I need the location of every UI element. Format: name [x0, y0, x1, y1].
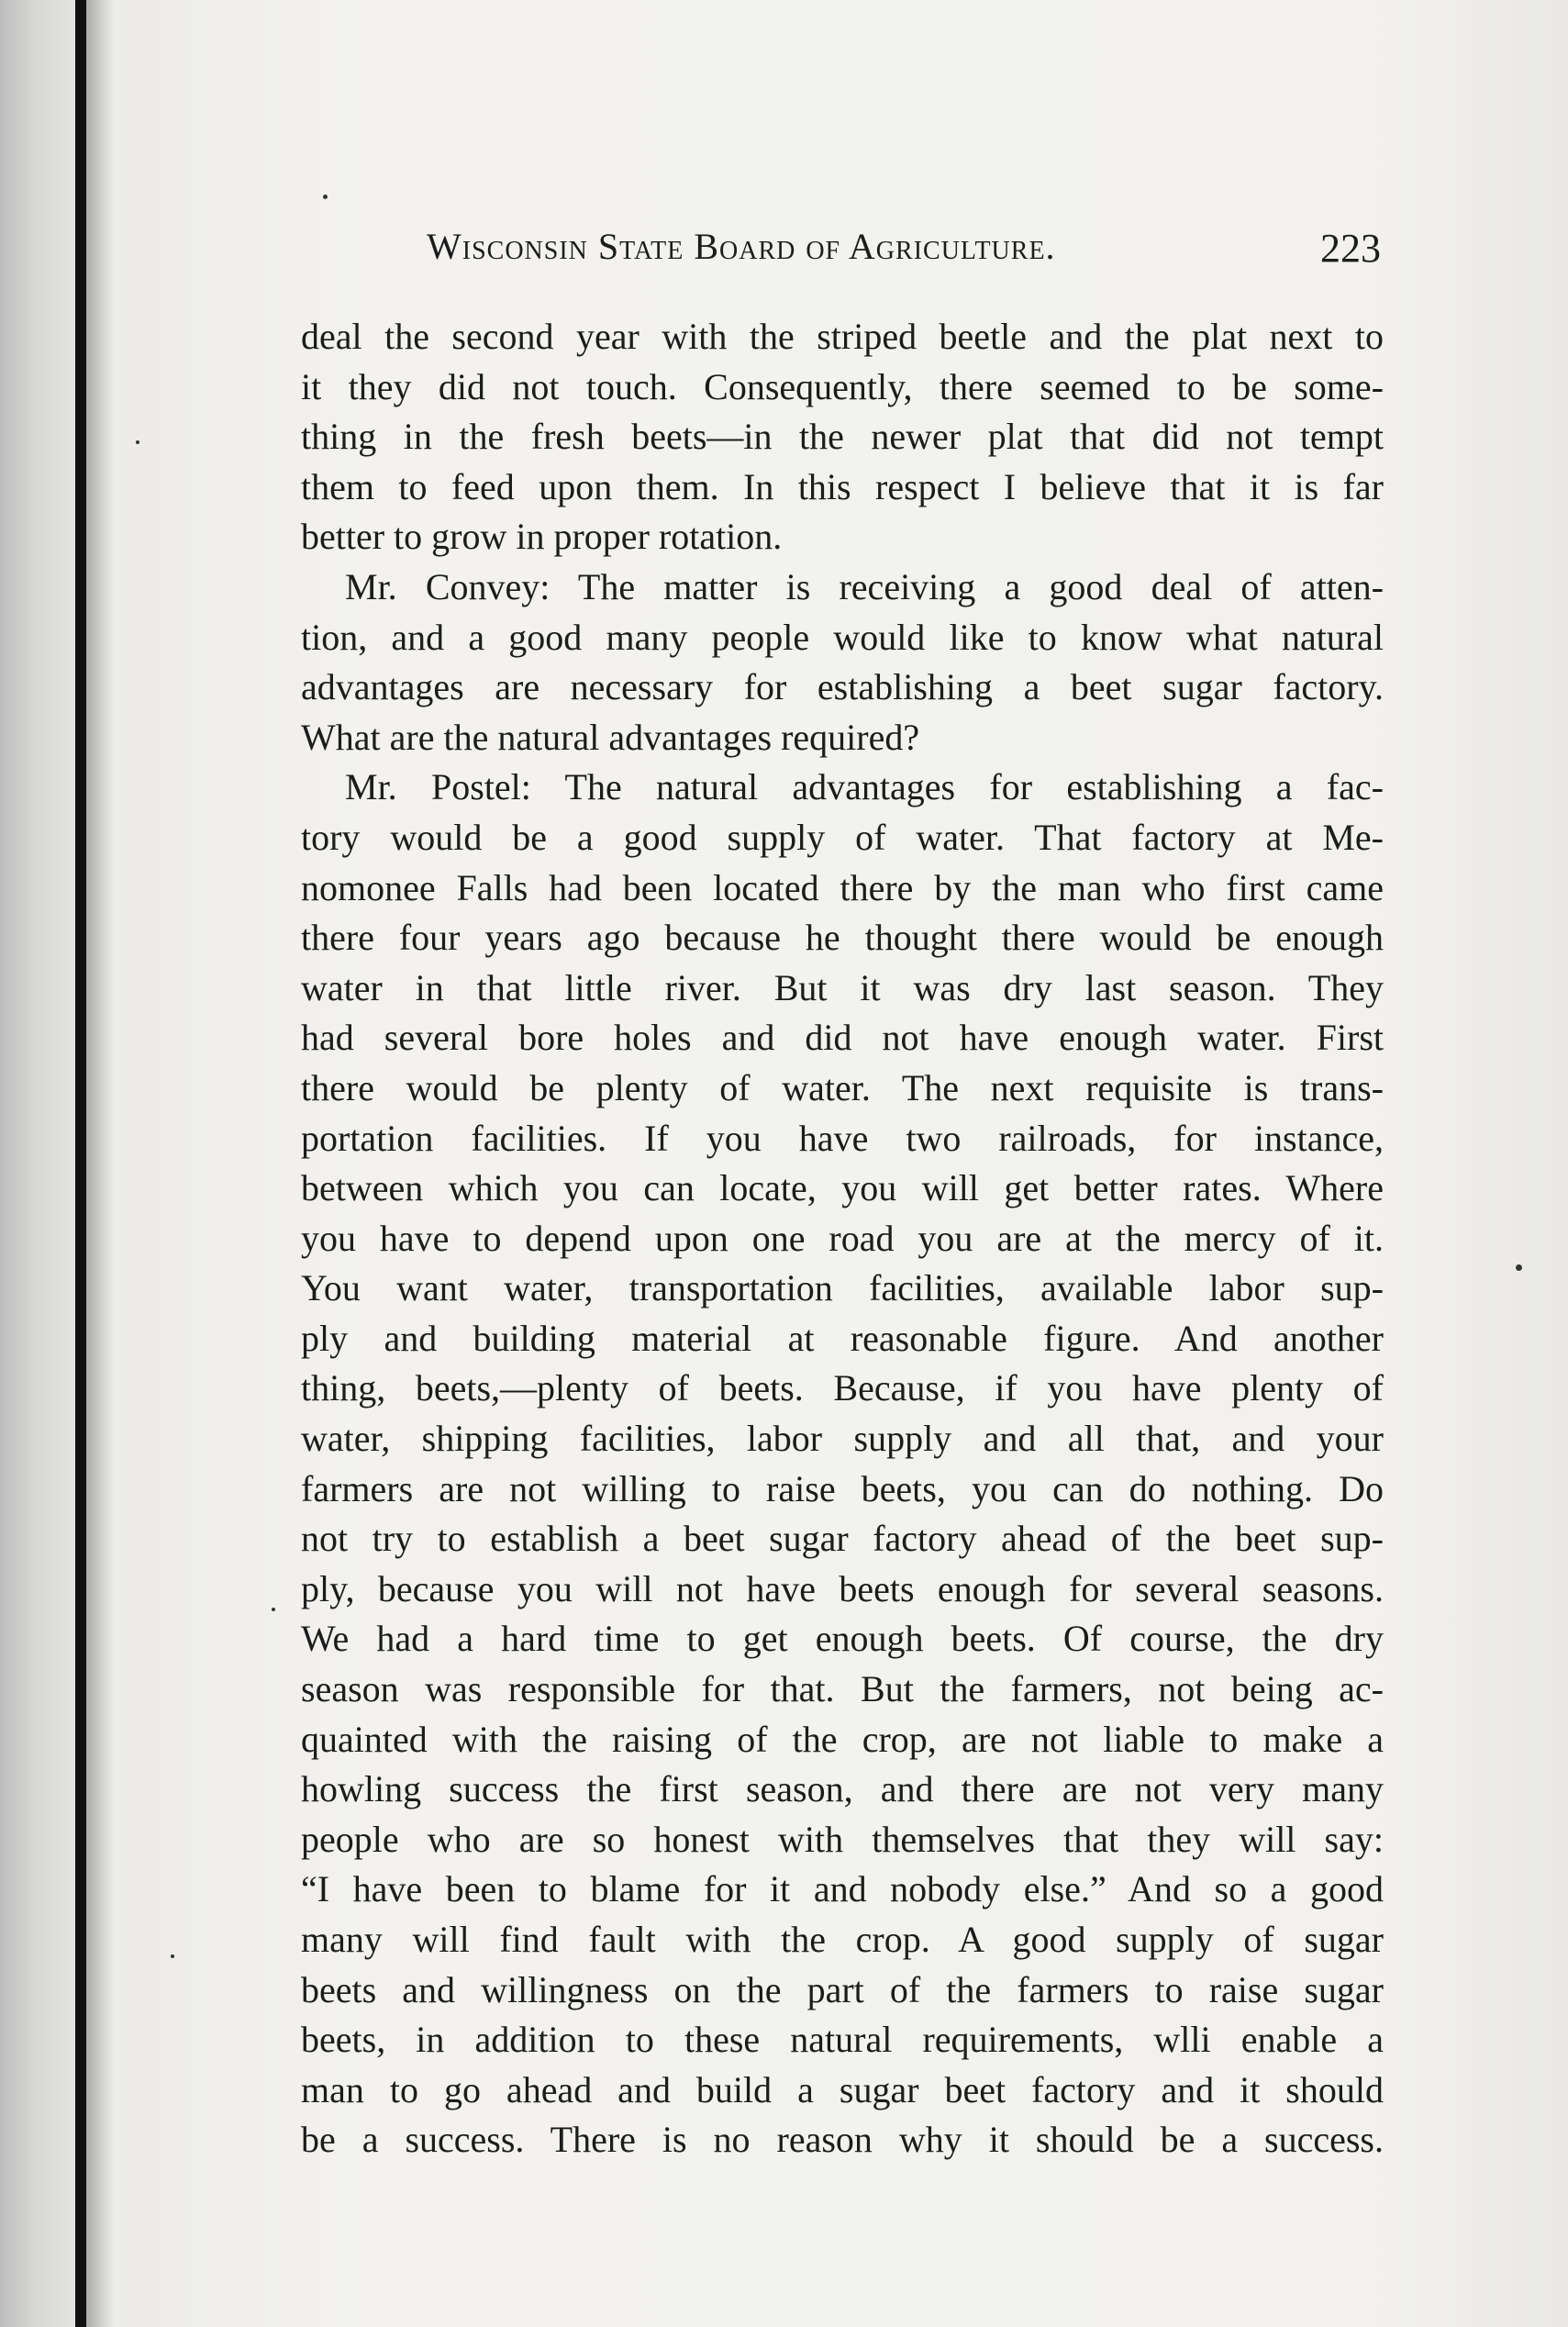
text-line: tory would be a good supply of water. That factory at Me- — [301, 816, 1384, 858]
text-line: Mr. Convey: The matter is receiving a good deal of atten- — [345, 565, 1384, 607]
scan-speck — [323, 195, 328, 199]
text-line: people who are so honest with themselves that they will say: — [301, 1818, 1384, 1860]
text-line: many will find fault with the crop. A good supply of sugar — [301, 1919, 1384, 1960]
scan-speck — [1516, 1264, 1522, 1271]
text-line: them to feed upon them. In this respect I believe that it is far — [301, 465, 1384, 507]
scan-speck — [272, 1608, 275, 1611]
text-line: there four years ago because he thought there would be enough — [301, 917, 1384, 959]
text-line: thing, beets,—plenty of beets. Because, if you have plenty of — [301, 1367, 1384, 1409]
text-line: be a success. There is no reason why it should be a success. — [301, 2119, 1384, 2161]
text-line: “I have been to blame for it and nobody else.” And so a good — [301, 1868, 1384, 1910]
binding-shadow — [86, 0, 114, 2327]
text-line: deal the second year with the striped beetle and the plat next to — [301, 316, 1384, 357]
text-line: We had a hard time to get enough beets. Of course, the dry — [301, 1618, 1384, 1660]
text-line: ply, because you will not have beets enough for several seasons. — [301, 1567, 1384, 1609]
text-line: quainted with the raising of the crop, are not liable to make a — [301, 1718, 1384, 1760]
text-line: portation facilities. If you have two railroads, for instance, — [301, 1117, 1384, 1159]
text-line: not try to establish a beet sugar factory ahead of the beet sup- — [301, 1518, 1384, 1560]
text-line: there would be plenty of water. The next requisite is trans- — [301, 1066, 1384, 1108]
text-line: water, shipping facilities, labor supply and all that, and your — [301, 1418, 1384, 1460]
text-line: man to go ahead and build a sugar beet factory and it should — [301, 2068, 1384, 2110]
text-line: between which you can locate, you will get better rates. Where — [301, 1167, 1384, 1209]
text-line: you have to depend upon one road you are at the mercy of it. — [301, 1217, 1384, 1259]
text-line: water in that little river. But it was dry last season. They — [301, 966, 1384, 1008]
text-line: You want water, transportation facilities, available labor sup- — [301, 1267, 1384, 1309]
text-line: advantages are necessary for establishing a beet sugar factory. — [301, 666, 1384, 708]
binding-edge — [75, 0, 86, 2327]
text-line: had several bore holes and did not have enough water. First — [301, 1017, 1384, 1059]
text-line: it they did not touch. Consequently, there seemed to be some- — [301, 365, 1384, 407]
text-line: farmers are not willing to raise beets, you can do nothing. Do — [301, 1467, 1384, 1509]
text-line: Mr. Postel: The natural advantages for establishing a fac- — [345, 766, 1384, 808]
text-line: What are the natural advantages required? — [301, 716, 920, 758]
text-line: nomonee Falls had been located there by the man who first came — [301, 866, 1384, 908]
text-line: season was responsible for that. But the farmers, not being ac- — [301, 1668, 1384, 1710]
scan-speck — [136, 440, 139, 444]
text-line: beets and willingness on the part of the farmers to raise sugar — [301, 1968, 1384, 2010]
text-line: better to grow in proper rotation. — [301, 516, 783, 558]
text-line: tion, and a good many people would like to know what natural — [301, 616, 1384, 658]
running-title: Wisconsin State Board of Agriculture. — [427, 226, 1056, 267]
text-line: thing in the fresh beets—in the newer plat that did not tempt — [301, 416, 1384, 458]
body-text — [301, 312, 1384, 2166]
text-line: ply and building material at reasonable figure. And another — [301, 1317, 1384, 1359]
page-number: 223 — [1320, 226, 1381, 271]
scan-speck — [171, 1954, 174, 1958]
running-head — [427, 225, 1381, 289]
text-line: howling success the first season, and there are not very many — [301, 1768, 1384, 1810]
text-line: beets, in addition to these natural requirements, wlli enable a — [301, 2019, 1384, 2061]
